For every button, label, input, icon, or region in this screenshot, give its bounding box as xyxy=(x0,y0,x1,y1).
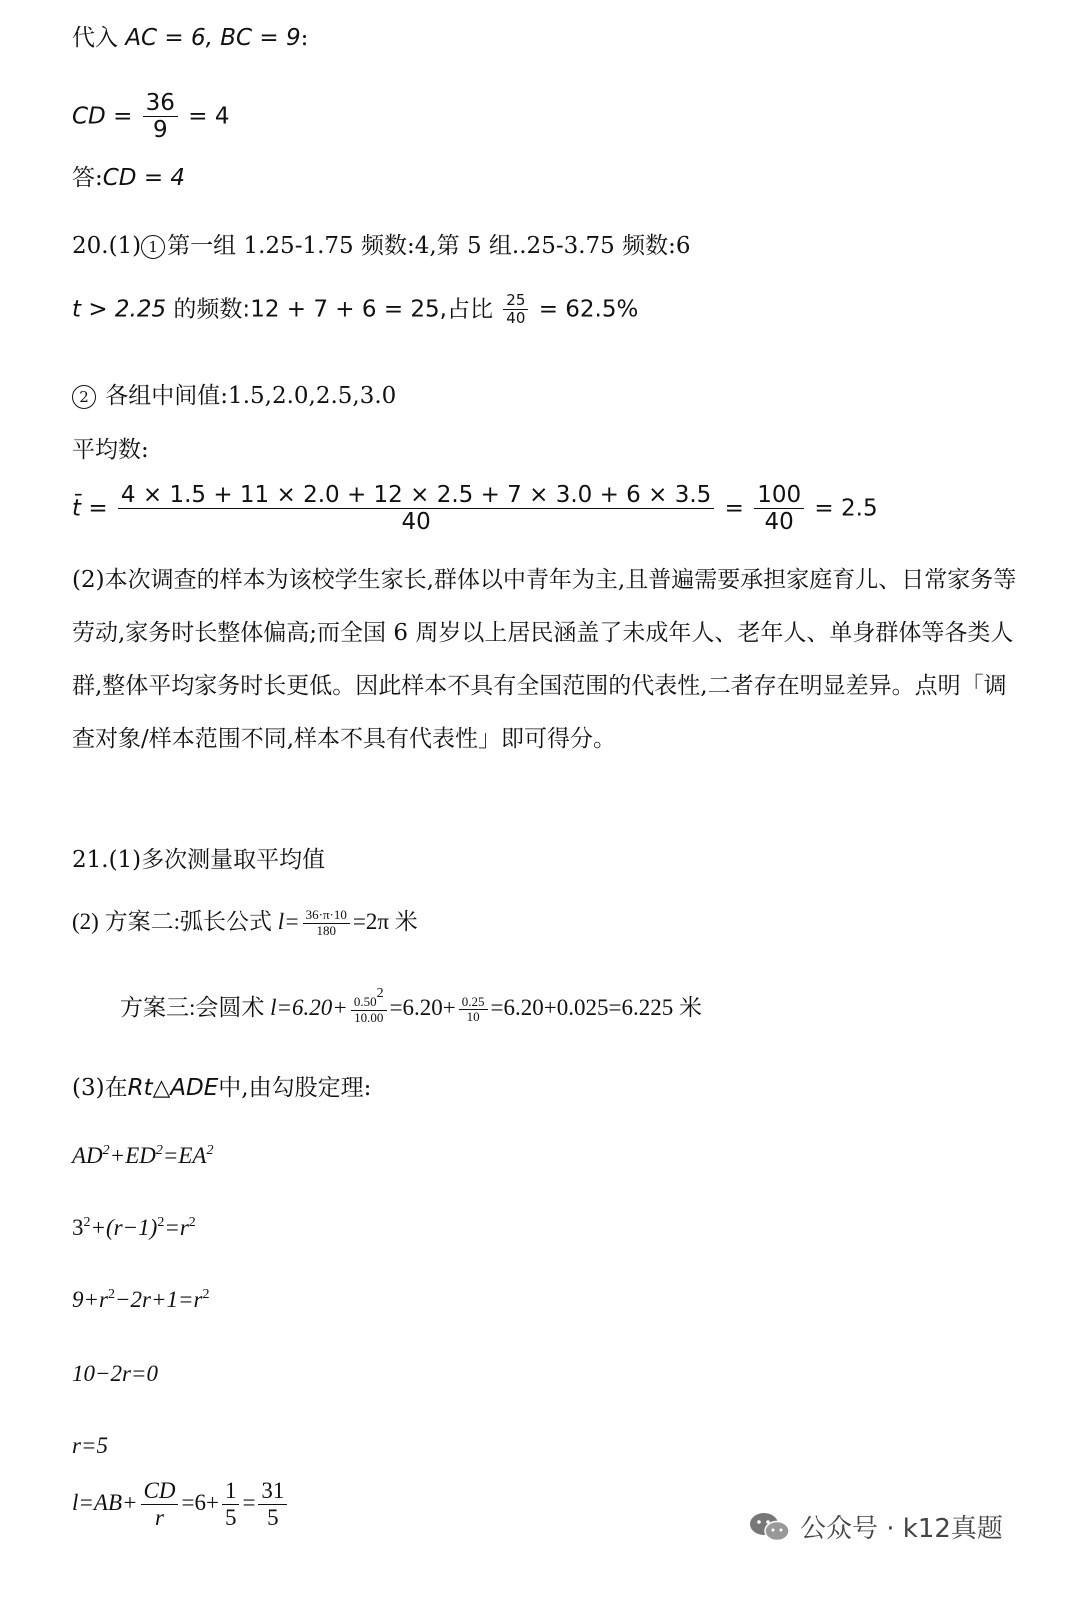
fraction-arc-length: $\frac{36\cdot\pi\cdot 10}{180}$ xyxy=(303,908,350,939)
q21-part2-scheme2: (2) 方案二:弧长公式 l= $\frac{36\cdot\pi\cdot 10}{180}$ =2π 米 xyxy=(72,907,418,939)
fraction-31-5: $\frac{31}{5}$ xyxy=(258,1478,287,1532)
q20-mean-label: 平均数: xyxy=(72,437,149,463)
q21-part1: 21.(1)多次测量取平均值 xyxy=(72,847,326,873)
line-substitute: 代入 AC = 6, BC = 9: xyxy=(72,25,309,51)
q20-part1-frequency: 20.(1) 1 第一组 1.25-1.75 频数:4,第 5 组..25-3.75 频数:6 xyxy=(72,233,691,259)
watermark xyxy=(748,1508,1003,1545)
q20-part1-ratio: t > 2.25 的频数:12 + 7 + 6 = 25,占比 $\frac{25}{40}$ = 62.5% xyxy=(72,291,639,328)
q20-mean-formula: t̄ = $\frac{4 \times 1.5 + 11 \times 2.0 + 12 \times 2.5 + 7 \times 3.0 + 6 \times 3.5}{40}$ = $\frac{100}{40}$ = 2.5 xyxy=(72,482,878,536)
fraction-050-squared: $\frac{0.50^2}{10.00}$ xyxy=(351,994,387,1026)
fraction-36-9: $\frac{36}{9}$ xyxy=(143,90,178,144)
line-answer-cd: 答:CD = 4 xyxy=(72,165,186,191)
fraction-weighted-sum: $\frac{4 \times 1.5 + 11 \times 2.0 + 12 \times 2.5 + 7 \times 3.0 + 6 \times 3.5}{40}$ xyxy=(118,482,714,536)
circled-number: 1 xyxy=(141,235,165,259)
watermark-text: 公众号 · k12真题 xyxy=(800,1514,1003,1544)
fraction-cd-r: $\frac{CD}{r}$ xyxy=(141,1478,179,1532)
q21-part2-scheme3: 方案三:会圆术 l=6.20+ $\frac{0.50^2}{10.00}$ =6.20+ $\frac{0.25}{10}$ =6.20+0.025=6.225 米 xyxy=(120,986,702,1025)
q21-eq-simplified: 10−2r=0 xyxy=(72,1361,158,1386)
wechat-icon xyxy=(748,1511,792,1543)
q21-eq-final-length: l=AB+ $\frac{CD}{r}$ =6+ $\frac{1}{5}$ = $\frac{31}{5}$ xyxy=(72,1478,290,1532)
q20-part2-midpoints: 2 各组中间值:1.5,2.0,2.5,3.0 xyxy=(72,382,396,411)
circled-number: 2 xyxy=(72,385,96,409)
q20-part2-explanation: (2)本次调查的样本为该校学生家长,群体以中青年为主,且普遍需要承担家庭育儿、日常家务等劳动,家务时长整体偏高;而全国 6 周岁以上居民涵盖了未成年人、老年人、单身群体等各类人群,整体平均家务时长更低。因此样本不具有全国范围的代表性,二者存在明显差异。点明「调查对象/样本范围不同,样本不具有代表性」即可得分。 xyxy=(72,567,1017,752)
q21-eq-substituted: $3^2+(r-1)^2=r^2$ xyxy=(72,1215,196,1240)
q21-pythagoras: $AD^2+ED^2=EA^2$ xyxy=(72,1143,214,1168)
fraction-1-5: $\frac{1}{5}$ xyxy=(222,1478,240,1532)
q21-eq-r-value: r=5 xyxy=(72,1433,108,1458)
fraction-100-40: $\frac{100}{40}$ xyxy=(754,482,804,536)
fraction-025-10: $\frac{0.25}{10}$ xyxy=(459,995,488,1026)
q21-eq-expanded: $9+r^2-2r+1=r^2$ xyxy=(72,1287,210,1312)
fraction-25-40: $\frac{25}{40}$ xyxy=(503,292,528,328)
line-cd-fraction: CD = $\frac{36}{9}$ = 4 xyxy=(72,90,230,144)
q21-part3-intro: (3)在Rt△ADE中,由勾股定理: xyxy=(72,1075,372,1101)
